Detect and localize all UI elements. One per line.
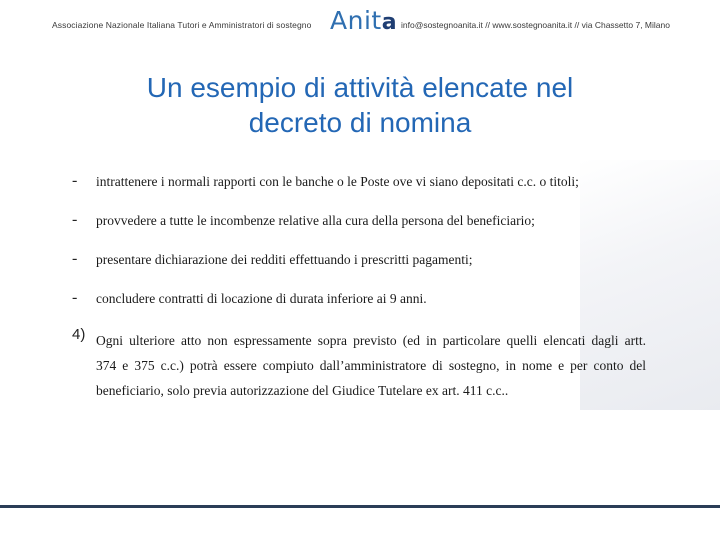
- logo-text: Anit: [330, 6, 382, 35]
- paragraph-line: 374 e 375 c.c.) potrà essere compiuto dall’amministratore di sostegno, in nome e per conto del: [96, 358, 646, 373]
- anita-logo: [330, 6, 397, 35]
- list-item-text: presentare dichiarazione dei redditi effettuando i prescritti pagamenti;: [96, 252, 473, 267]
- list-item-text: concludere contratti di locazione di durata inferiore ai 9 anni.: [96, 291, 427, 306]
- list-item: [0, 289, 720, 313]
- association-name: Associazione Nazionale Italiana Tutori e Amministratori di sostegno: [52, 20, 312, 30]
- item-number: 4): [72, 326, 86, 343]
- authorization-paragraph: [96, 328, 646, 403]
- list-item-text: provvedere a tutte le incombenze relative alla cura della persona del beneficiario;: [96, 213, 535, 228]
- list-dash: -: [72, 250, 78, 267]
- title-line-2: decreto di nomina: [248, 107, 472, 138]
- footer-rule: [0, 505, 720, 508]
- list-item: [0, 172, 720, 196]
- slide-title: [60, 70, 660, 140]
- scanned-decree-excerpt: [0, 160, 720, 410]
- contact-info: info@sostegnoanita.it // www.sostegnoanita.it // via Chassetto 7, Milano: [401, 20, 670, 30]
- list-item: [0, 211, 720, 235]
- list-item: [0, 250, 720, 274]
- logo-accent: a: [381, 10, 398, 35]
- title-line-1: Un esempio di attività elencate nel: [146, 72, 574, 103]
- list-dash: -: [72, 211, 78, 228]
- paragraph-line: Ogni ulteriore atto non espressamente sopra previsto (ed in particolare quelli elencati dagli artt.: [96, 333, 646, 348]
- list-dash: -: [72, 172, 78, 189]
- slide-header: [0, 0, 720, 56]
- list-item-text: intrattenere i normali rapporti con le banche o le Poste ove vi siano depositati c.c. o titoli;: [96, 174, 579, 189]
- list-dash: -: [72, 289, 78, 306]
- paragraph-line: beneficiario, solo previa autorizzazione del Giudice Tutelare ex art. 411 c.c..: [96, 383, 509, 398]
